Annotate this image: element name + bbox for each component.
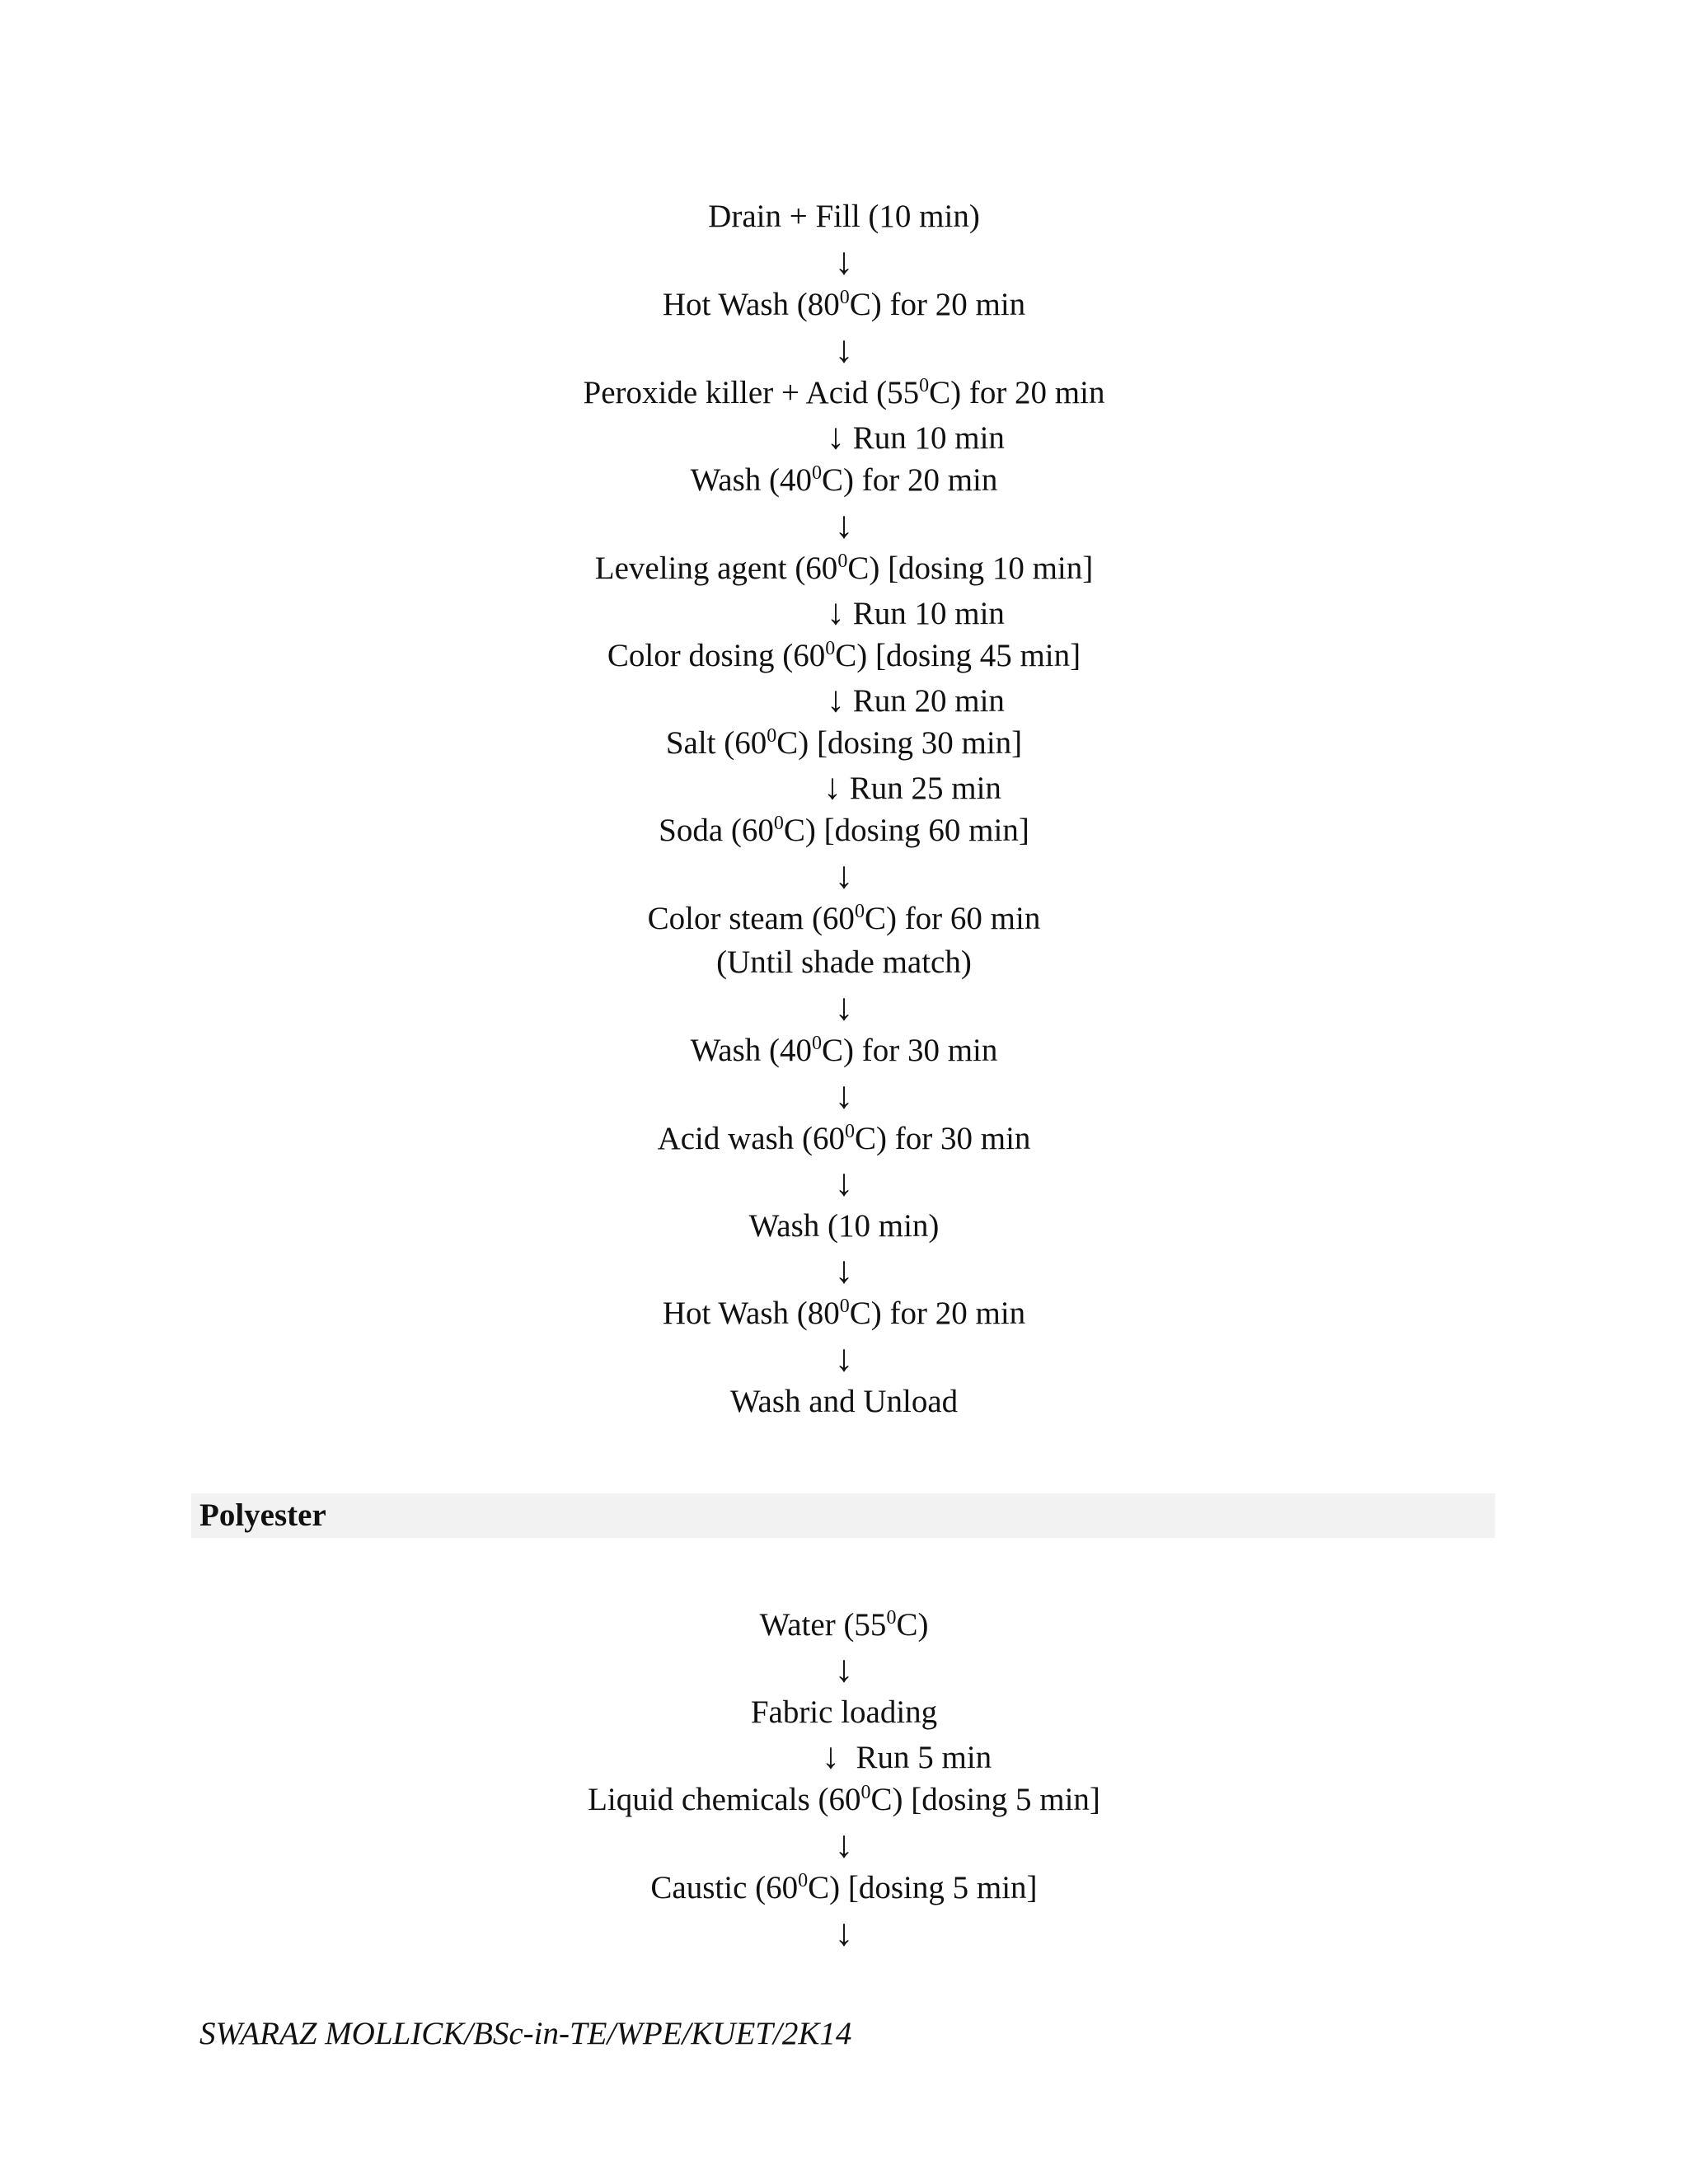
- run-arrow-10min: ↓ Run 10 min: [827, 592, 1005, 632]
- flow-arrow: ↓: [834, 504, 854, 546]
- step-wash-10min: Wash (10 min): [748, 1208, 940, 1244]
- run-arrow-5min: ↓ Run 5 min: [822, 1736, 992, 1776]
- step-wash-unload: Wash and Unload: [729, 1384, 959, 1419]
- flow-arrow: ↓: [834, 1249, 854, 1291]
- step-wash-40: Wash $(40^0C)$ for 20 min: [690, 462, 998, 498]
- flow-arrow: ↓: [834, 854, 854, 896]
- step-liquid-chemicals: Liquid chemicals $(60^0C)$ [dosing 5 min]: [588, 1782, 1100, 1817]
- step-color-steam: Color steam $(60^0C)$ for 60 min: [647, 901, 1041, 936]
- step-drain-fill: Drain + Fill (10 min): [708, 199, 980, 234]
- step-peroxide-killer-acid: Peroxide killer + Acid $(55^0C)$ for 20 min: [583, 375, 1105, 410]
- step-color-steam-note: (Until shade match): [716, 944, 972, 980]
- step-soda: Soda $(60^0C)$ [dosing 60 min]: [659, 813, 1029, 848]
- run-arrow-25min: ↓ Run 25 min: [823, 766, 1001, 807]
- run-arrow-10min: ↓ Run 10 min: [827, 416, 1005, 457]
- step-salt: Salt $(60^0C)$ [dosing 30 min]: [665, 725, 1023, 761]
- step-wash-40-30min: Wash $(40^0C)$ for 30 min: [690, 1033, 998, 1068]
- step-fabric-loading: Fabric loading: [750, 1694, 938, 1730]
- flow-arrow: ↓: [834, 1074, 854, 1116]
- flow-arrow: ↓: [834, 1337, 854, 1379]
- step-color-dosing: Color dosing $(60^0C)$ [dosing 45 min]: [607, 638, 1081, 673]
- flow-arrow: ↓: [834, 1161, 854, 1203]
- step-caustic: Caustic $(60^0C)$ [dosing 5 min]: [650, 1870, 1038, 1905]
- step-leveling-agent: Leveling agent $(60^0C)$ [dosing 10 min]: [594, 551, 1094, 586]
- step-acid-wash: Acid wash $(60^0C)$ for 30 min: [657, 1121, 1031, 1156]
- run-arrow-20min: ↓ Run 20 min: [827, 679, 1005, 719]
- flow-arrow: ↓: [834, 1647, 854, 1690]
- flow-arrow: ↓: [834, 240, 854, 282]
- page-footer: SWARAZ MOLLICK/BSc-in-TE/WPE/KUET/2K14: [199, 2016, 852, 2051]
- flow-arrow: ↓: [834, 1911, 854, 1953]
- step-hot-wash-2: Hot Wash $(80^0C)$ for 20 min: [662, 1296, 1026, 1331]
- step-hot-wash: Hot Wash $(80^0C)$ for 20 min: [662, 287, 1026, 322]
- flow-arrow: ↓: [834, 1823, 854, 1865]
- step-water: Water $(55^0C)$: [759, 1607, 929, 1643]
- flow-arrow: ↓: [834, 328, 854, 370]
- section-heading-band: [191, 1493, 1495, 1538]
- flow-arrow: ↓: [834, 986, 854, 1028]
- section-title-polyester: Polyester: [199, 1497, 326, 1533]
